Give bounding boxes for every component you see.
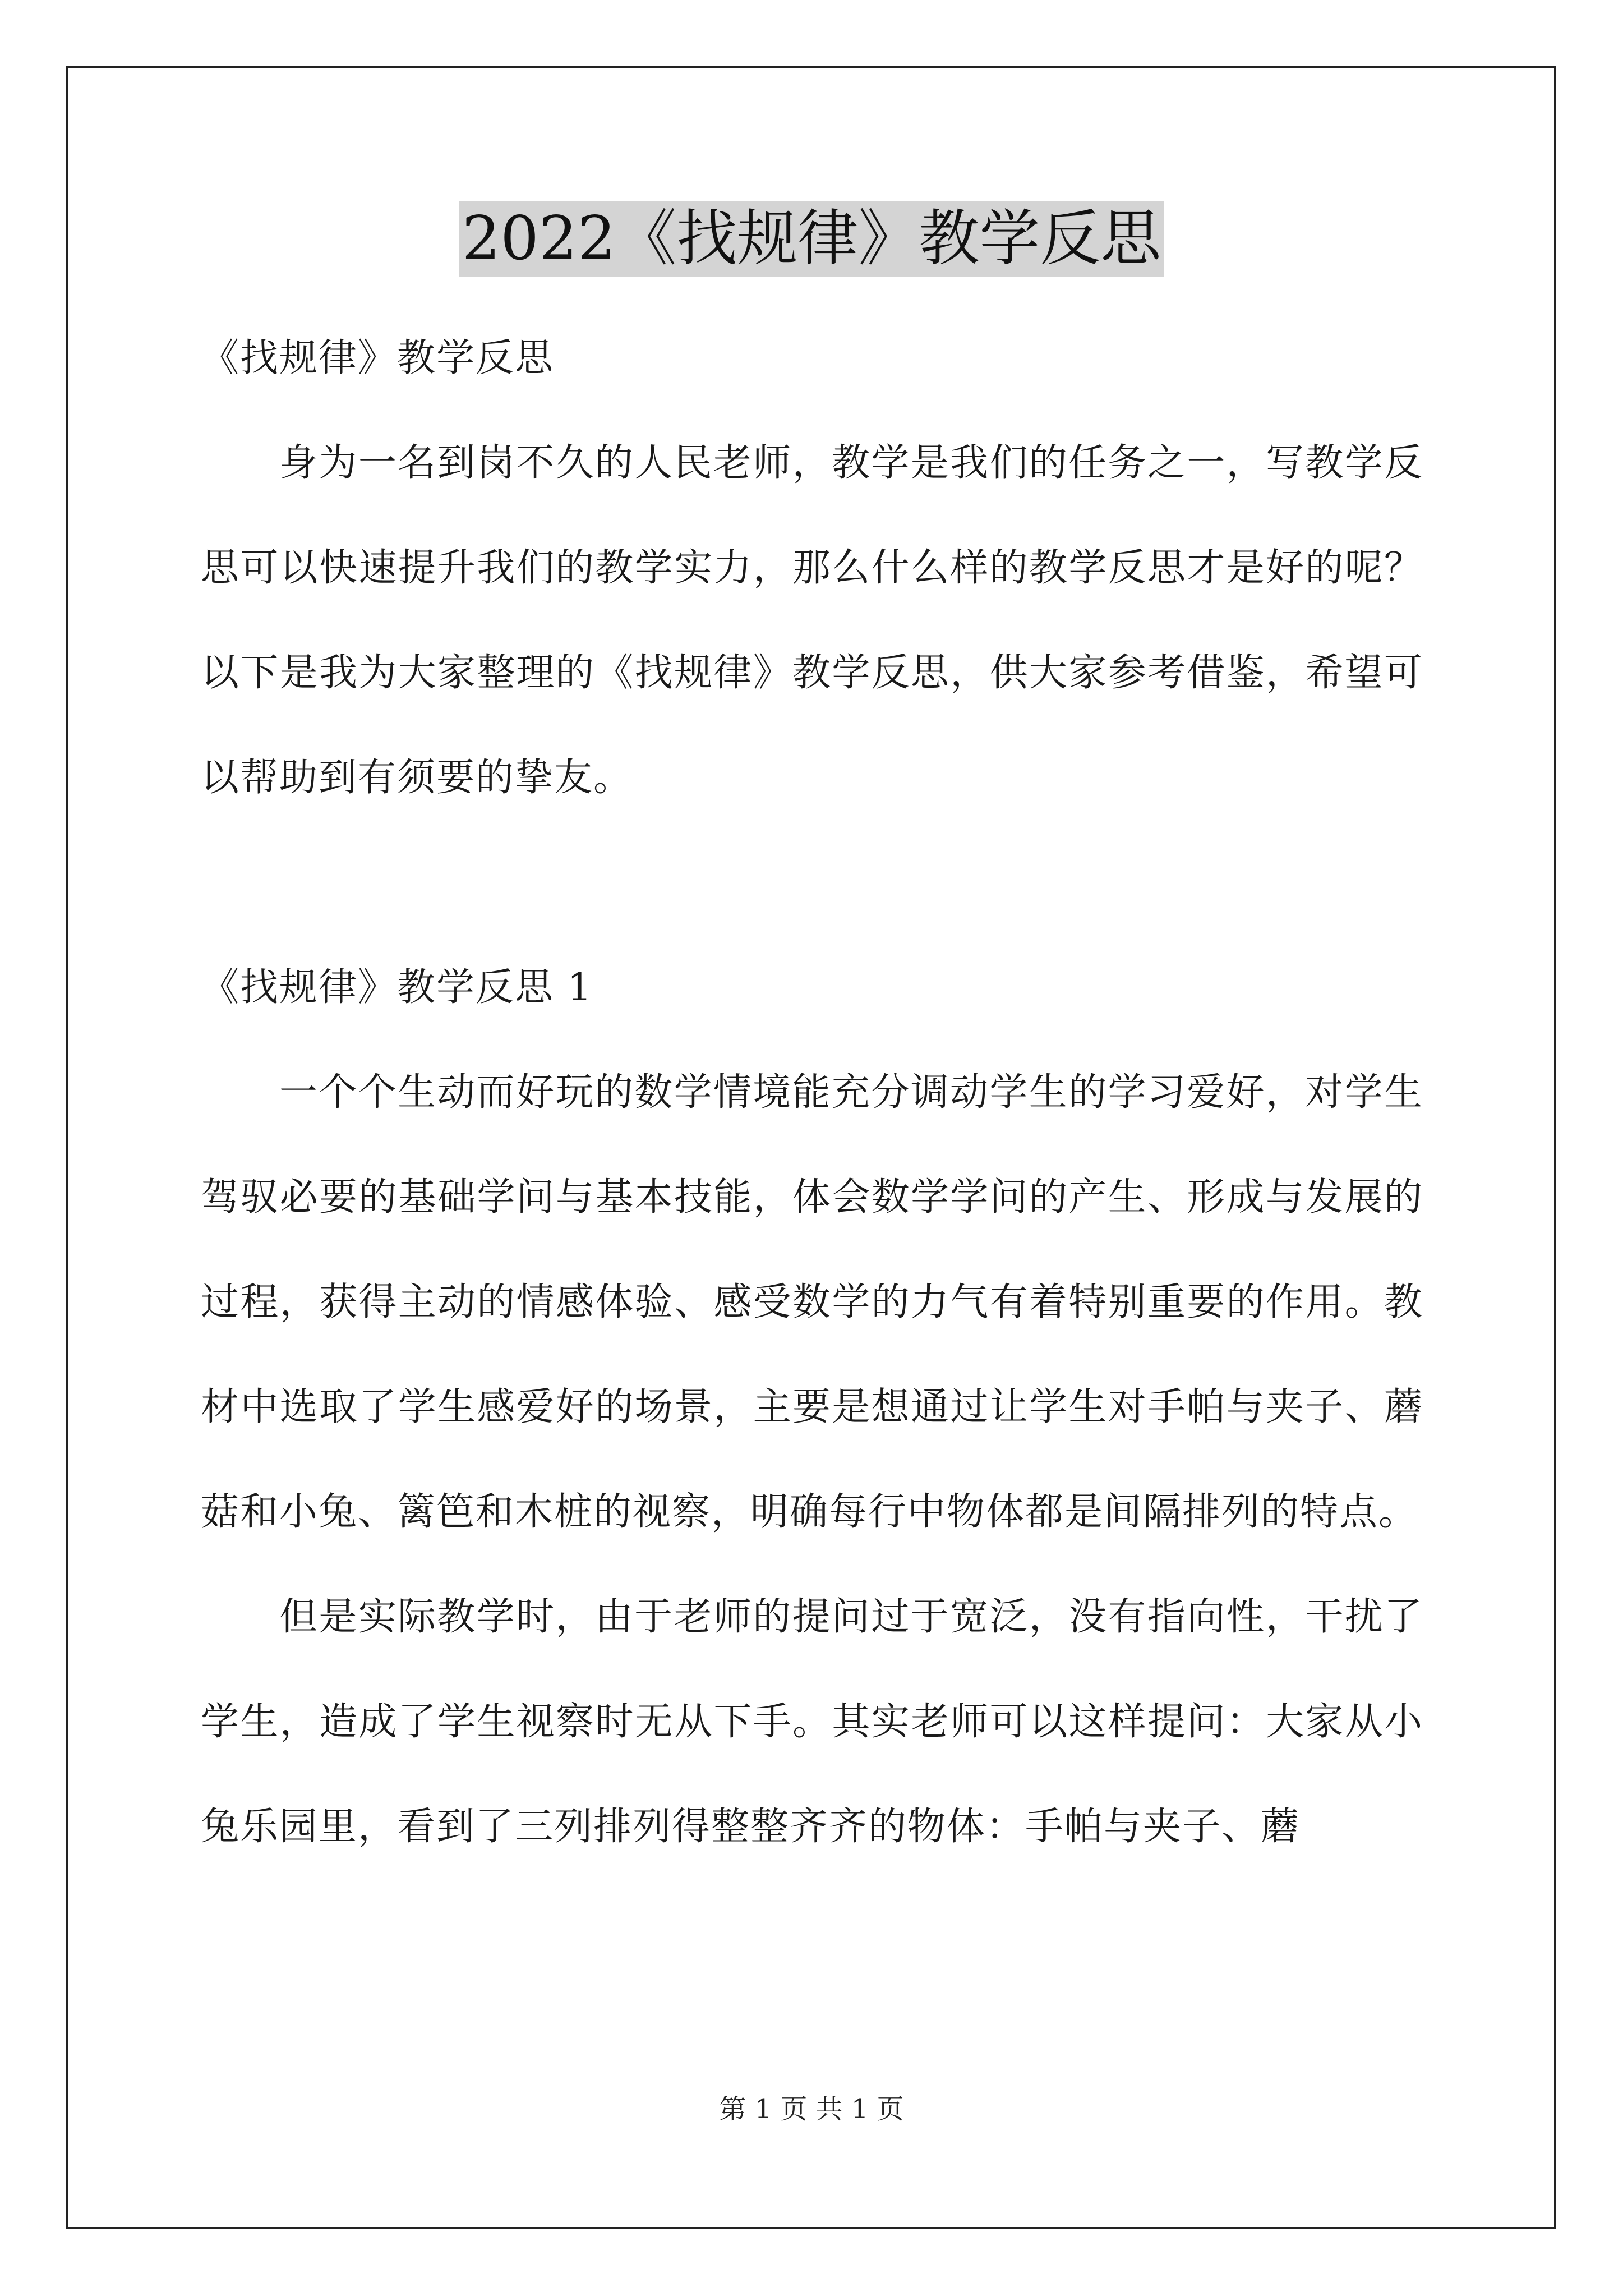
section-heading: 《找规律》教学反思	[201, 336, 555, 380]
body-paragraph-1: 一个个生动而好玩的数学情境能充分调动学生的学习爱好，对学生驾驭必要的基础学问与基本技能，体会数学学问的产生、形成与发展的过程，获得主动的情感体验、感受数学的力气有着特别重要的作用。教材中选取了学生感爱好的场景，主要是想通过让学生对手帕与夹子、蘑菇和小兔、篱笆和木桩的视察，明确每行中物体都是间隔排列的特点。	[201, 1070, 1423, 1534]
document-body	[201, 306, 1423, 1879]
paragraph-spacer	[201, 830, 1423, 935]
document-title: 2022《找规律》教学反思	[459, 201, 1165, 277]
page-footer: 第 1 页 共 1 页	[719, 2093, 904, 2125]
subsection-heading: 《找规律》教学反思 1	[201, 965, 593, 1010]
intro-paragraph: 身为一名到岗不久的人民老师，教学是我们的任务之一，写教学反思可以快速提升我们的教学实力，那么什么样的教学反思才是好的呢？以下是我为大家整理的《找规律》教学反思，供大家参考借鉴，希望可以帮助到有须要的挚友。	[201, 441, 1423, 800]
title-container	[0, 201, 1623, 277]
body-paragraph-2: 但是实际教学时，由于老师的提问过于宽泛，没有指向性，干扰了学生，造成了学生视察时无从下手。其实老师可以这样提问：大家从小兔乐园里，看到了三列排列得整整齐齐的物体：手帕与夹子、蘑	[201, 1595, 1423, 1849]
